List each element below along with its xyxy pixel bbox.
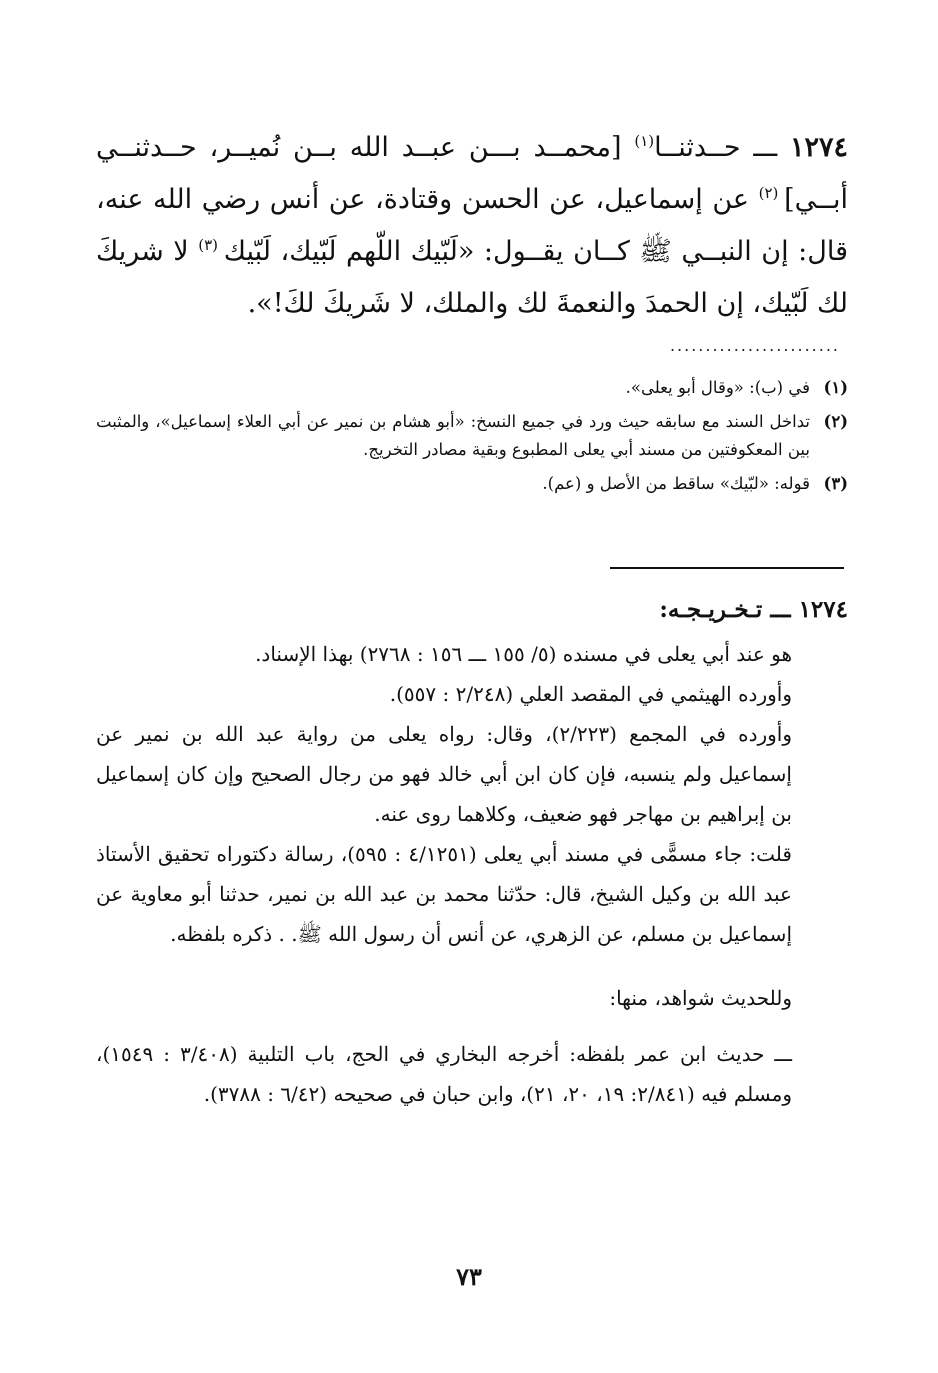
footnote-divider-dots: ........................ (669, 336, 840, 355)
takhrij-heading: ١٢٧٤ ـــ تـخـريـجـه: (659, 596, 848, 623)
footnote (96, 470, 848, 498)
takhrij-paragraph: وللحديث شواهد، منها: (609, 986, 792, 1010)
footnote-number: (١) (823, 378, 848, 397)
hadith-text-part: عن إسماعيل، عن الحسن وقتادة، عن أنس رضي الله عنه، قال: إن النبــي ﷺ كــان يقــول: «لَبّيك اللّهم لَبّيك، لَبّيك (96, 184, 848, 267)
hadith-text-part: لا شريكَ لك لَبّيك، إن الحمدَ والنعمةَ لك والملك، لا شَريكَ لكَ!». (96, 236, 848, 319)
footnote-marker: (٣) (198, 236, 224, 254)
takhrij-paragraph: هو عند أبي يعلى في مسنده (٥/ ١٥٥ ـــ ١٥٦ : ٢٧٦٨) بهذا الإسناد. (255, 642, 792, 666)
footnote (96, 374, 848, 402)
hadith-number: ١٢٧٤ (789, 132, 848, 163)
footnote-number: (٣) (823, 474, 848, 493)
takhrij-paragraph: وأورده في المجمع (٢/٢٢٣)، وقال: رواه يعلى من رواية عبد الله بن نمير عن إسماعيل ولم ينسبه، فإن كان ابن أبي خالد فهو من رجال الصحيح وإن كان إسماعيل بن إبراهيم بن مهاجر فهو ضعيف، وكلاهما روى عنه. (96, 722, 793, 826)
takhrij-paragraph: وأورده الهيثمي في المقصد العلي (٢/٢٤٨ : ٥٥٧). (389, 682, 792, 706)
footnote-text: في (ب): «وقال أبو يعلى». (625, 378, 810, 397)
footnote-text: قوله: «لبّيك» ساقط من الأصل و (عم). (542, 474, 810, 493)
takhrij-paragraph: ـــ حديث ابن عمر بلفظه: أخرجه البخاري في الحج، باب التلبية (٣/٤٠٨ : ١٥٤٩)، ومسلم فيه (٢/٨٤١: ١٩، ٢٠، ٢١)، وابن حبان في صحيحه (٦/٤٢ : ٣٧٨٨). (96, 1042, 793, 1106)
footnote-number: (٢) (823, 412, 848, 431)
hadith-text-part: ـــ حــدثنــا (654, 132, 778, 163)
hadith-text (96, 122, 848, 330)
section-separator (610, 567, 844, 569)
footnote-marker: (١) (634, 132, 655, 150)
footnote (96, 408, 848, 464)
footnote-marker: (٢) (758, 184, 785, 202)
takhrij-section (96, 590, 848, 1114)
hadith-text-part: [محمــد بـــن عبــد الله بــن نُميــر، حــدثنــي أبــي] (96, 132, 848, 215)
footnotes (96, 374, 848, 504)
footnote-text: تداخل السند مع سابقه حيث ورد في جميع النسخ: «أبو هشام بن نمير عن أبي العلاء إسماعيل»، والمثبت بين المعكوفتين من مسند أبي يعلى المطبوع وبقية مصادر التخريج. (96, 412, 810, 459)
takhrij-paragraph: قلت: جاء مسمًّى في مسند أبي يعلى (٤/١٢٥١ : ٥٩٥)، رسالة دكتوراه تحقيق الأستاذ عبد الله بن وكيل الشيخ، قال: حدّثنا محمد بن عبد الله بن نمير، حدثنا أبو معاوية عن إسماعيل بن مسلم، عن الزهري، عن أنس أن رسول الله ﷺ. . ذكره بلفظه. (96, 842, 792, 946)
page-number: ٧٣ (456, 1262, 482, 1291)
